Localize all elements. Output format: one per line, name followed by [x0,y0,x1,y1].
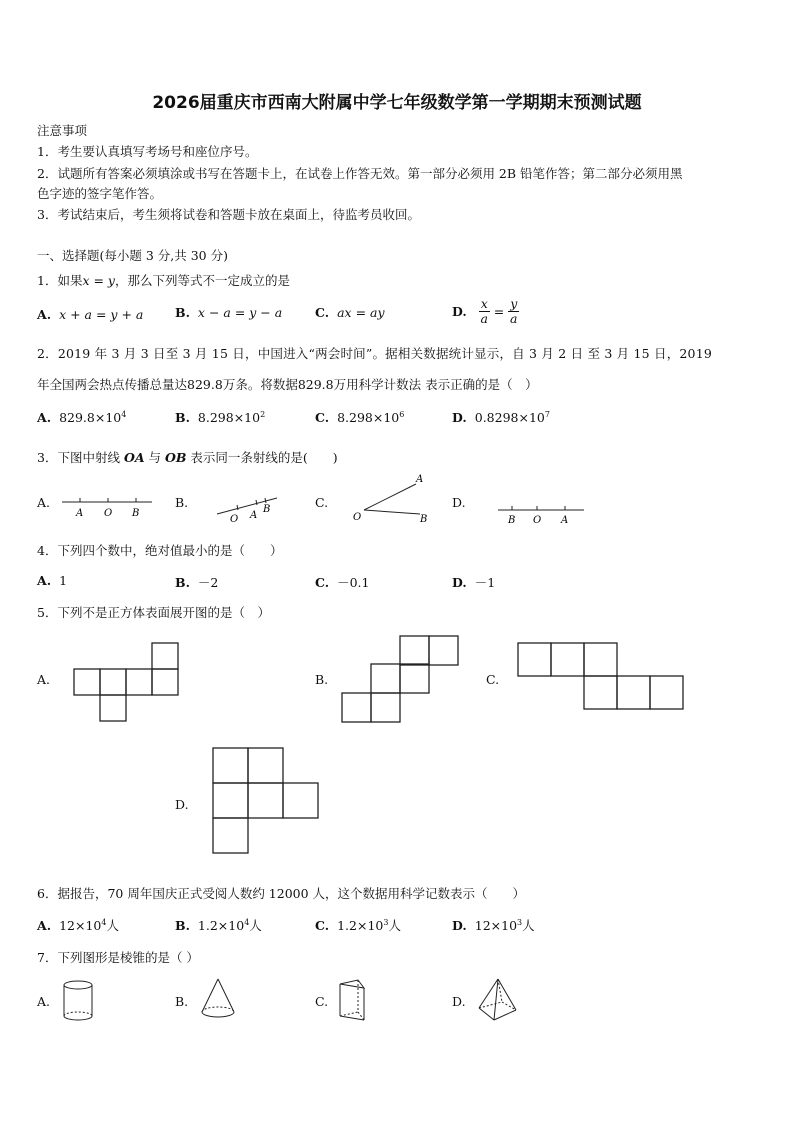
point-label: A [76,508,84,519]
cube-net-b [340,635,460,725]
q7-option-d-label: D. [452,994,466,1009]
cone-icon [198,976,238,1022]
q4-option-d: D. －1 [452,575,496,590]
point-label: B [420,514,428,525]
notice-item: 2．试题所有答案必须填涂或书写在答题卡上，在试卷上作答无效。第一部分必须用 2B 铅笔作答；第二部分必须用黑 [37,166,683,181]
cube-net-d [211,746,323,858]
q1-option-d: D. $\frac{x}{a}$ = $\frac{y}{a}$ [452,296,518,326]
q6-option-c: C. $1.2\times 10^3$人 [315,917,401,933]
question-1-stem: 1．如果x = y，那么下列等式不一定成立的是 [37,273,291,288]
point-label: B [263,504,271,515]
q1-option-b: B. x − a = y − a [175,305,283,320]
point-label: B [508,515,516,526]
q6-option-b: B. $1.2\times 10^4$人 [175,917,262,933]
q2-option-b: B. $8.298\times 10^2$ [175,410,266,426]
q5-option-d-label: D. [175,797,189,812]
question-3-stem: 3．下图中射线 OA 与 OB 表示同一条射线的是( ) [37,450,338,465]
section-heading: 一、选择题(每小题 3 分,共 30 分) [37,248,228,263]
point-label: O [104,508,113,519]
cube-net-c [516,641,688,711]
q3-option-d-label: D. [452,495,466,510]
q6-option-d: D. $12\times 10^3$人 [452,917,535,933]
q4-option-b: B. －2 [175,575,219,590]
question-2-line2: 年全国两会热点传播总量达829.8万条。将数据829.8万用科学计数法 表示正确的是（ ） [37,377,538,392]
q2-option-d: D. $0.8298\times 10^7$ [452,410,550,426]
q7-option-b-label: B. [175,994,189,1009]
q3-option-b-label: B. [175,495,189,510]
q6-option-a: A. $12\times 10^4$人 [37,917,119,933]
q4-option-c: C. －0.1 [315,575,370,590]
point-label: A [416,474,424,485]
notice-heading: 注意事项 [37,123,88,138]
notice-item: 3．考试结束后，考生须将试卷和答题卡放在桌面上，待监考员收回。 [37,207,420,222]
notice-item: 1．考生要认真填写考场号和座位序号。 [37,144,258,159]
point-label: A [561,515,569,526]
point-label: B [132,508,140,519]
question-4-stem: 4．下列四个数中，绝对值最小的是（ ） [37,543,283,558]
point-label: O [230,514,239,525]
q2-option-a: A. $829.8\times 10^4$ [37,410,127,426]
q5-option-c-label: C. [486,672,500,687]
page-title: 2026届重庆市西南大附属中学七年级数学第一学期期末预测试题 [152,93,642,113]
cylinder-icon [60,978,96,1024]
question-5-stem: 5．下列不是正方体表面展开图的是（ ） [37,605,270,620]
q4-option-a: A. 1 [37,573,68,588]
question-7-stem: 7．下列图形是棱锥的是（ ） [37,950,199,965]
ray-diagram-d [494,500,589,530]
q2-option-c: C. $8.298\times 10^6$ [315,410,405,426]
notice-item: 色字迹的签字笔作答。 [37,186,163,201]
question-6-stem: 6．据报告，70 周年国庆正式受阅人数约 12000 人，这个数据用科学记数表示（ ） [37,886,526,901]
q7-option-c-label: C. [315,994,329,1009]
q3-option-a-label: A. [37,495,51,510]
q5-option-b-label: B. [315,672,329,687]
ray-diagram-c [348,470,433,525]
q1-option-a: A. x + a = y + a [37,307,144,322]
q7-option-a-label: A. [37,994,51,1009]
point-label: O [353,512,362,523]
q1-option-c: C. ax = ay [315,305,385,320]
ray-diagram-b [212,490,282,525]
point-label: O [533,515,542,526]
q3-option-c-label: C. [315,495,329,510]
triangular-prism-icon [336,976,370,1024]
pyramid-icon [474,976,520,1024]
cube-net-a [72,642,182,724]
question-2-line1: 2．2019 年 3 月 3 日至 3 月 15 日，中国进入“两会时间”。据相关数据统计显示，自 3 月 2 日 至 3 月 15 日，2019 [37,346,713,361]
point-label: A [250,510,258,521]
ray-diagram-a [58,490,158,520]
q5-option-a-label: A. [37,672,51,687]
